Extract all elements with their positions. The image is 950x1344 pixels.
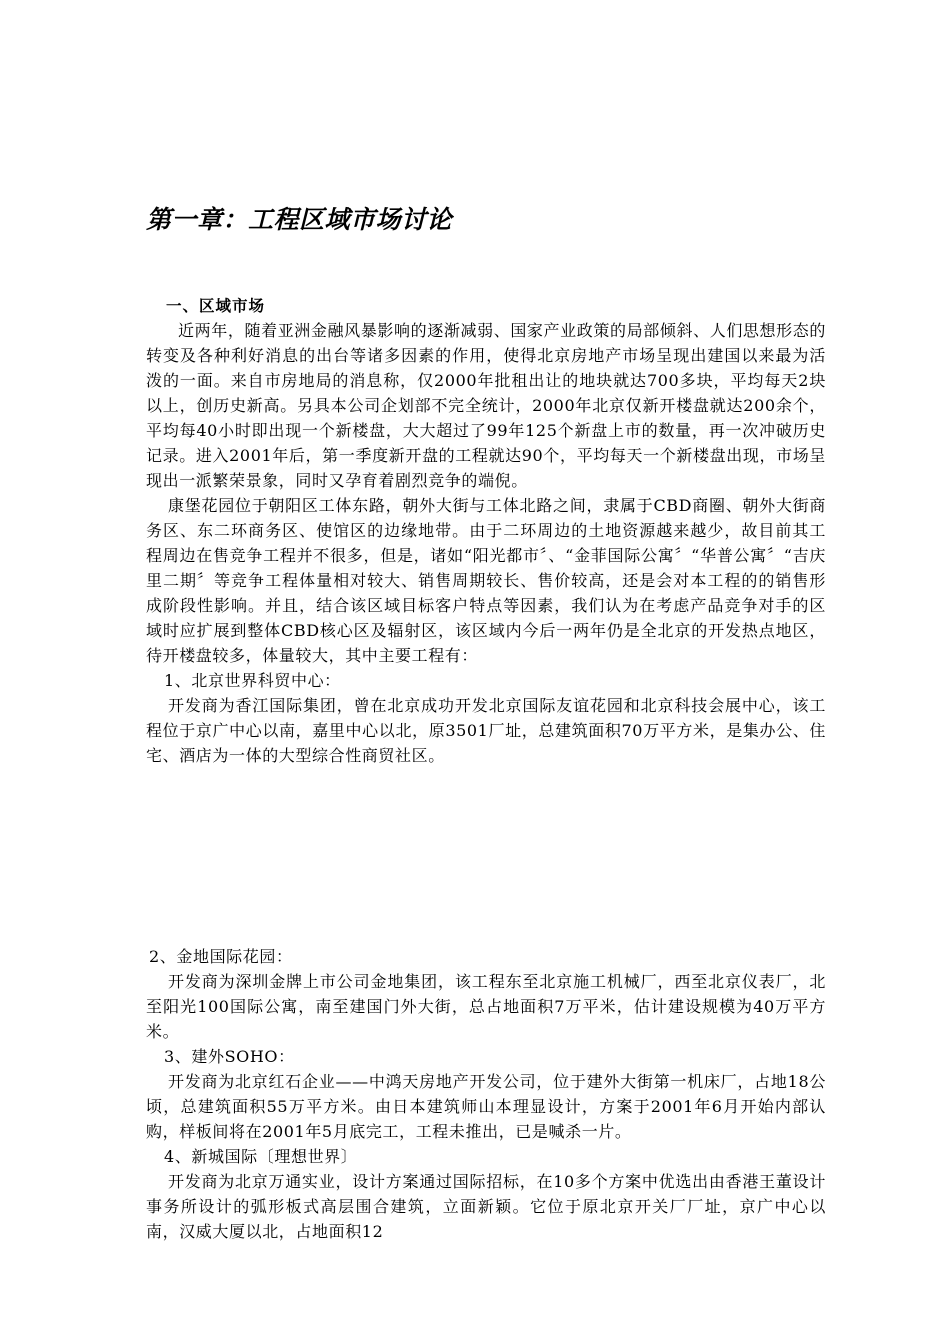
item-1-label: 1、北京世界科贸中心： <box>164 671 341 690</box>
item-3-label: 3、建外SOHO： <box>164 1047 295 1066</box>
item-2-text: 开发商为深圳金牌上市公司金地集团，该工程东至北京施工机械厂，西至北京仪表厂，北至阳光100国际公寓，南至建国门外大街，总占地面积7万平米，估计建设规模为40万平方米。 <box>146 972 826 1041</box>
item-2-label: 2、金地国际花园： <box>149 947 293 966</box>
item-4-label: 4、新城国际〔理想世界〕 <box>164 1147 358 1166</box>
paragraph-market-overview: 近两年，随着亚洲金融风暴影响的逐渐减弱、国家产业政策的局部倾斜、人们思想形态的转变及各种利好消息的出台等诸多因素的作用，使得北京房地产市场呈现出建国以来最为活泼的一面。来自市房地局的消息称，仅2000年批租出让的地块就达700多块，平均每天2块以上，创历史新高。另具本公司企划部不完全统计，2000年北京仅新开楼盘就达200余个，平均每40小时即出现一个新楼盘，大大超过了99年125个新盘上市的数量，再一次冲破历史记录。进入2001年后，第一季度新开盘的工程就达90个，平均每天一个新楼盘出现，市场呈现出一派繁荣景象，同时又孕育着剧烈竞争的端倪。 <box>146 321 826 490</box>
body-block-2 <box>146 944 826 1244</box>
chapter-title: 第一章：工程区域市场讨论 <box>146 205 453 234</box>
item-1-text: 开发商为香江国际集团，曾在北京成功开发北京国际友谊花园和北京科技会展中心，该工程位于京广中心以南，嘉里中心以北，原3501厂址，总建筑面积70万平方米，是集办公、住宅、酒店为一体的大型综合性商贸社区。 <box>146 696 826 765</box>
paragraph-kangbao-garden: 康堡花园位于朝阳区工体东路，朝外大街与工体北路之间，隶属于CBD商圈、朝外大街商务区、东二环商务区、使馆区的边缘地带。由于二环周边的土地资源越来越少，故目前其工程周边在售竞争工程并不很多，但是，诸如“阳光都市〞、“金菲国际公寓〞“华普公寓〞“吉庆里二期〞等竞争工程体量相对较大、销售周期较长、售价较高，还是会对本工程的的销售形成阶段性影响。并且，结合该区域目标客户特点等因素，我们认为在考虑产品竞争对手的区域时应扩展到整体CBD核心区及辐射区，该区域内今后一两年仍是全北京的开发热点地区，待开楼盘较多，体量较大，其中主要工程有： <box>146 496 826 665</box>
item-3-text: 开发商为北京红石企业——中鸿天房地产开发公司，位于建外大街第一机床厂，占地18公顷，总建筑面积55万平方米。由日本建筑师山本理显设计，方案于2001年6月开始内部认购，样板间将在2001年5月底完工，工程未推出，已是喊杀一片。 <box>146 1072 826 1141</box>
item-4-text: 开发商为北京万通实业，设计方案通过国际招标，在10多个方案中优选出由香港王董设计事务所设计的弧形板式高层围合建筑，立面新颖。它位于原北京开关厂厂址，京广中心以南，汉威大厦以北，占地面积12 <box>146 1172 826 1241</box>
section-heading: 一、区域市场 <box>166 296 266 315</box>
body-block-1 <box>146 318 826 768</box>
